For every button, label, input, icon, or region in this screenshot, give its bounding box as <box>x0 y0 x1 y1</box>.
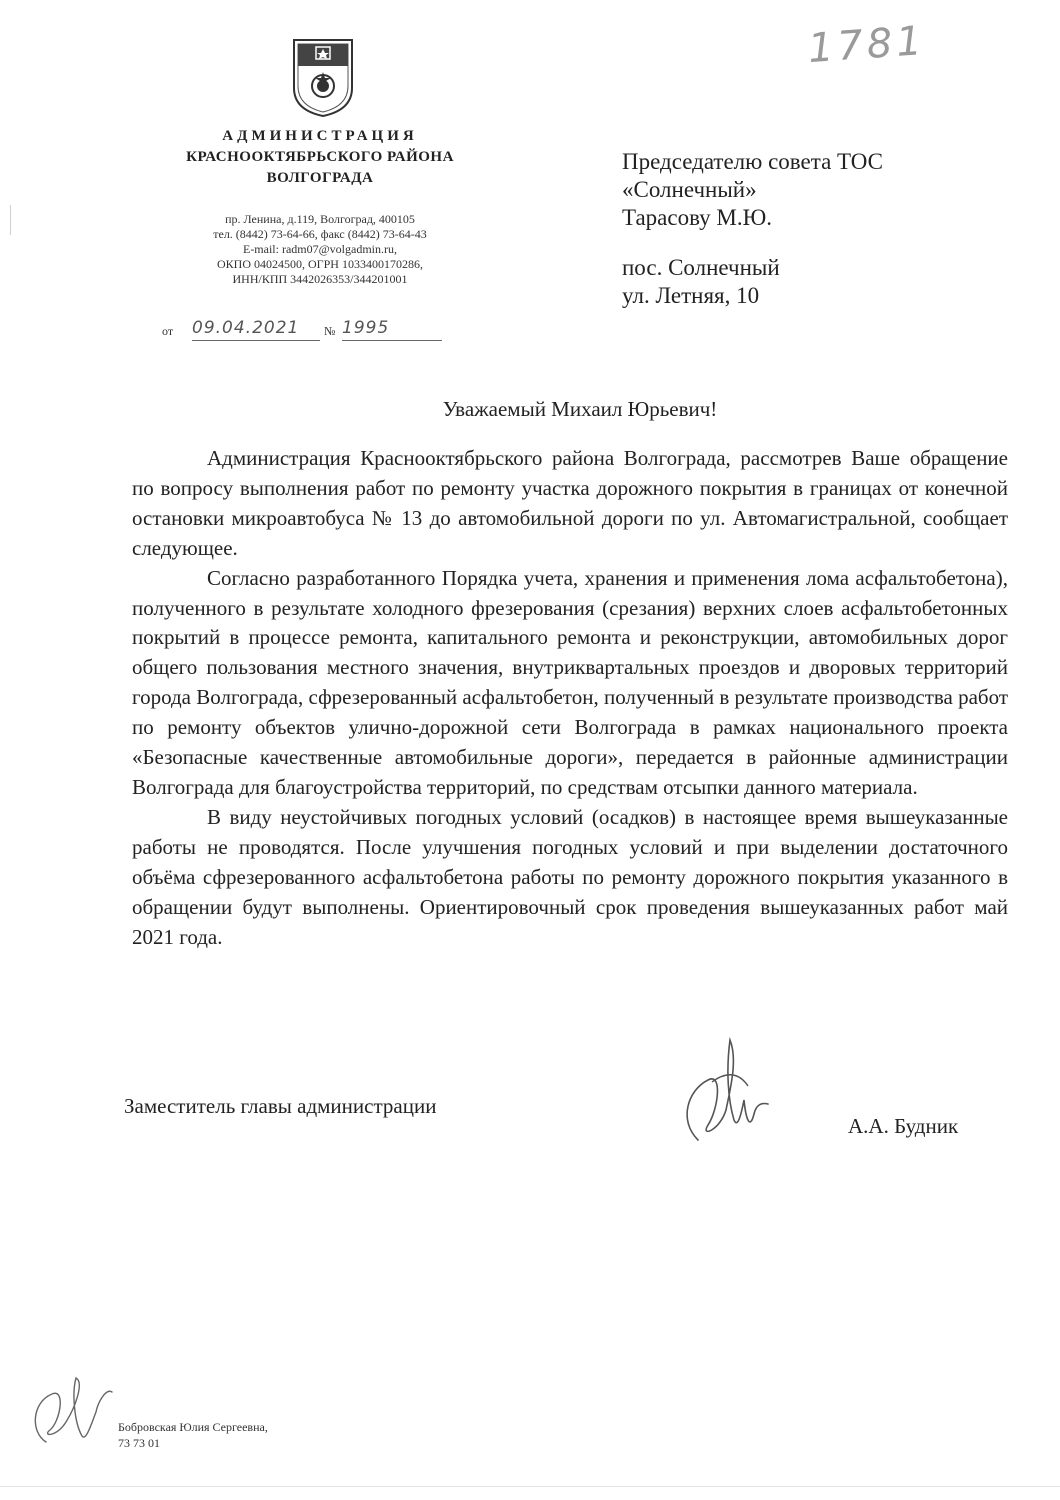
contact-email: E-mail: radm07@volgadmin.ru, <box>242 242 398 256</box>
incoming-number-mark: 1781 <box>806 17 928 73</box>
registration-from-label: от <box>162 324 174 338</box>
body-paragraph: Администрация Краснооктябрьского района Волгограда, рассмотрев Ваше обращение по вопросу выполнения работ по ремонту участка дорожного покрытия в границах от конечной остановки микроавтобуса № 13 до автомобильной дороги по ул. Автомагистральной, сообщает следующее. <box>132 446 1008 560</box>
registration-number: 1995 <box>342 318 442 341</box>
contact-okpo-ogrn: ОКПО 04024500, ОГРН 1033400170286, <box>217 257 423 271</box>
addressee-address <box>622 254 1042 310</box>
scan-artifact <box>0 1486 1060 1487</box>
body-paragraph: Согласно разработанного Порядка учета, хранения и применения лома асфальтобетона), полученного в результате холодного фрезерования (срезания) верхних слоев асфальтобетонных покрытий в процессе ремонта, капитального ремонта и реконструкции, автомобильных дорог общего пользования местного значения, внутриквартальных проездов и дворовых территорий города Волгограда, сфрезерованный асфальтобетон, полученный в результате производства работ по ремонту объектов улично-дорожной сети Волгограда в рамках национального проекта «Безопасные качественные автомобильные дороги», передается в районные администрации Волгограда для благоустройства территорий, по средствам отсыпки данного материала. <box>132 565 1008 799</box>
address-line-2: ул. Летняя, 10 <box>622 283 760 308</box>
org-name-line-1: АДМИНИСТРАЦИЯ <box>222 128 418 144</box>
contact-inn-kpp: ИНН/КПП 3442026353/344201001 <box>232 272 408 286</box>
coat-of-arms-emblem <box>290 36 356 118</box>
contact-phone-fax: тел. (8442) 73-64-66, факс (8442) 73-64-43 <box>213 227 427 241</box>
executor-phone: 73 73 01 <box>118 1436 160 1450</box>
registration-line <box>162 318 452 344</box>
address-line-1: пос. Солнечный <box>622 255 780 280</box>
contact-block <box>170 212 470 287</box>
executor-name: Бобровская Юлия Сергеевна, <box>118 1420 268 1434</box>
addressee-line-1: Председателю совета ТОС <box>622 149 884 174</box>
body-paragraph: В виду неустойчивых погодных условий (осадков) в настоящее время вышеуказанные работы не проводятся. После улучшения погодных условий и при выделении достаточного объёма сфрезерованного асфальтобетона работы по ремонту дорожного покрытия указанного в обращении будут выполнены. Ориентировочный срок проведения вышеуказанных работ май 2021 года. <box>132 804 1008 949</box>
scan-artifact <box>10 205 11 235</box>
addressee-line-3: Тарасову М.Ю. <box>622 205 773 230</box>
signer-title: Заместитель главы администрации <box>124 1094 437 1118</box>
org-name-line-2: КРАСНООКТЯБРЬСКОГО РАЙОНА <box>186 149 454 165</box>
addressee-block <box>622 148 1042 232</box>
org-name-line-3: ВОЛГОГРАДА <box>266 170 374 186</box>
executor-handwritten-signature <box>26 1372 118 1450</box>
signer-name: А.А. Будник <box>848 1114 959 1138</box>
salutation: Уважаемый Михаил Юрьевич! <box>442 397 718 421</box>
contact-address: пр. Ленина, д.119, Волгоград, 400105 <box>225 212 415 226</box>
handwritten-signature <box>668 1030 778 1150</box>
registration-number-label: № <box>324 324 336 338</box>
registration-date: 09.04.2021 <box>192 318 320 341</box>
letter-body <box>132 444 1008 952</box>
addressee-line-2: «Солнечный» <box>622 177 757 202</box>
